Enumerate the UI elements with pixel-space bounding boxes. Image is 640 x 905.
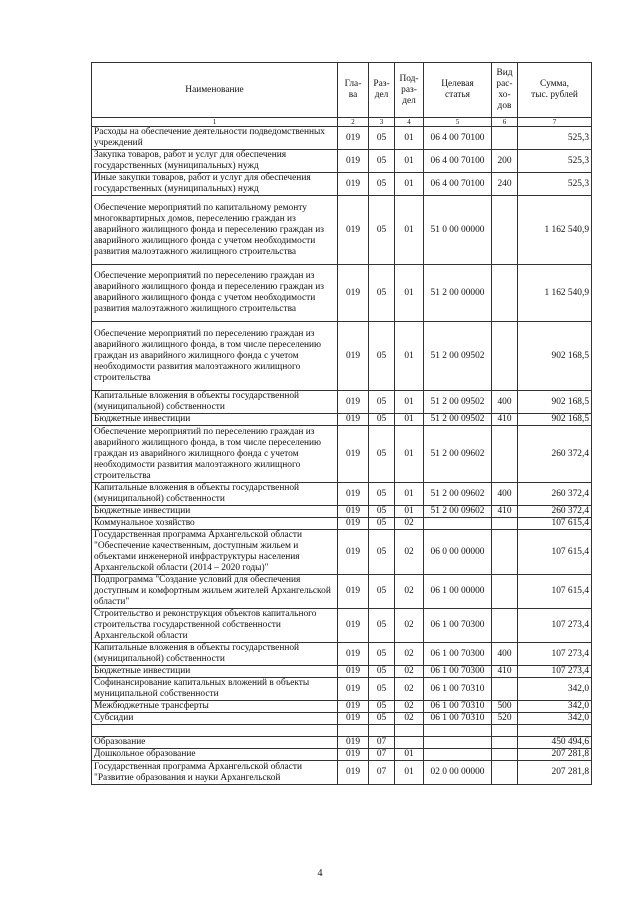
table-row — [92, 150, 592, 173]
row-name: Бюджетные инвестиции — [92, 666, 338, 678]
row-tselevaya — [424, 749, 492, 761]
table-row — [92, 127, 592, 150]
row-tselevaya: 06 1 00 70310 — [424, 713, 492, 725]
header-vid: Вид рас- хо- дов — [492, 63, 518, 118]
row-tselevaya: 06 1 00 70310 — [424, 678, 492, 701]
row-vid — [492, 265, 518, 322]
row-razdel: 07 — [369, 761, 395, 785]
row-podrazdel: 02 — [395, 530, 424, 575]
row-tselevaya: 06 4 00 70100 — [424, 173, 492, 196]
row-tselevaya: 51 2 00 09602 — [424, 506, 492, 518]
row-podrazdel: 02 — [395, 678, 424, 701]
row-glava: 019 — [338, 265, 369, 322]
row-podrazdel: 01 — [395, 322, 424, 391]
row-tselevaya: 51 2 00 00000 — [424, 265, 492, 322]
row-summa: 450 494,6 — [518, 737, 592, 749]
table-row — [92, 391, 592, 414]
row-glava — [338, 725, 369, 737]
row-glava: 019 — [338, 426, 369, 483]
table-row — [92, 725, 592, 737]
row-podrazdel: 01 — [395, 150, 424, 173]
row-summa: 525,3 — [518, 150, 592, 173]
column-number: 7 — [518, 118, 592, 127]
row-razdel: 05 — [369, 414, 395, 426]
row-glava: 019 — [338, 506, 369, 518]
table-row — [92, 173, 592, 196]
row-razdel: 05 — [369, 506, 395, 518]
row-razdel: 05 — [369, 150, 395, 173]
header-podrazdel: Под- раз- дел — [395, 63, 424, 118]
row-glava: 019 — [338, 127, 369, 150]
row-vid — [492, 737, 518, 749]
row-name: Закупка товаров, работ и услуг для обеспечения государственных (муниципальных) нужд — [92, 150, 338, 173]
row-glava: 019 — [338, 609, 369, 643]
row-name: Бюджетные инвестиции — [92, 506, 338, 518]
row-summa: 342,0 — [518, 678, 592, 701]
row-summa: 342,0 — [518, 713, 592, 725]
row-podrazdel — [395, 737, 424, 749]
row-name: Межбюджетные трансферты — [92, 701, 338, 713]
row-podrazdel: 01 — [395, 127, 424, 150]
row-vid — [492, 127, 518, 150]
row-summa: 902 168,5 — [518, 414, 592, 426]
row-summa: 1 162 540,9 — [518, 196, 592, 265]
row-summa: 260 372,4 — [518, 483, 592, 506]
row-razdel: 05 — [369, 713, 395, 725]
row-vid — [492, 530, 518, 575]
row-name: Подпрограмма "Создание условий для обеспечения доступным и комфортным жильем жителей Архангельской области" — [92, 575, 338, 609]
row-name: Коммунальное хозяйство — [92, 518, 338, 530]
row-glava: 019 — [338, 322, 369, 391]
row-podrazdel: 01 — [395, 265, 424, 322]
row-vid — [492, 518, 518, 530]
table-row — [92, 643, 592, 666]
row-vid — [492, 678, 518, 701]
row-summa: 107 273,4 — [518, 666, 592, 678]
row-razdel: 05 — [369, 196, 395, 265]
row-glava: 019 — [338, 749, 369, 761]
row-razdel: 05 — [369, 426, 395, 483]
row-tselevaya — [424, 737, 492, 749]
row-glava: 019 — [338, 643, 369, 666]
row-glava: 019 — [338, 530, 369, 575]
row-name: Обеспечение мероприятий по переселению граждан из аварийного жилищного фонда, в том числе переселению граждан из аварийного жилищного фонда с учетом необходимости развития малоэтажного жилищного строительства — [92, 426, 338, 483]
row-tselevaya: 06 4 00 70100 — [424, 150, 492, 173]
row-vid — [492, 609, 518, 643]
table-row — [92, 530, 592, 575]
row-tselevaya — [424, 518, 492, 530]
row-razdel: 05 — [369, 678, 395, 701]
page-number: 4 — [317, 868, 323, 879]
row-podrazdel: 02 — [395, 575, 424, 609]
row-vid: 400 — [492, 643, 518, 666]
row-summa: 902 168,5 — [518, 322, 592, 391]
row-glava: 019 — [338, 701, 369, 713]
row-glava: 019 — [338, 414, 369, 426]
column-number: 4 — [395, 118, 424, 127]
row-vid — [492, 749, 518, 761]
table-row — [92, 609, 592, 643]
row-tselevaya: 06 1 00 70300 — [424, 643, 492, 666]
row-summa: 260 372,4 — [518, 426, 592, 483]
header-razdel: Раз- дел — [369, 63, 395, 118]
row-tselevaya: 51 0 00 00000 — [424, 196, 492, 265]
row-vid: 400 — [492, 391, 518, 414]
row-razdel: 05 — [369, 518, 395, 530]
row-razdel: 05 — [369, 643, 395, 666]
budget-table — [91, 62, 592, 785]
row-podrazdel: 01 — [395, 506, 424, 518]
row-name: Расходы на обеспечение деятельности подведомственных учреждений — [92, 127, 338, 150]
row-summa — [518, 725, 592, 737]
row-summa: 207 281,8 — [518, 761, 592, 785]
row-podrazdel: 01 — [395, 173, 424, 196]
column-number: 5 — [424, 118, 492, 127]
row-tselevaya: 06 1 00 70300 — [424, 666, 492, 678]
row-glava: 019 — [338, 196, 369, 265]
row-glava: 019 — [338, 678, 369, 701]
row-name: Бюджетные инвестиции — [92, 414, 338, 426]
row-razdel: 05 — [369, 609, 395, 643]
row-name: Строительство и реконструкция объектов капитального строительства государственной собственности Архангельской области — [92, 609, 338, 643]
row-summa: 107 273,4 — [518, 609, 592, 643]
table-row — [92, 414, 592, 426]
row-vid — [492, 426, 518, 483]
row-name: Обеспечение мероприятий по переселению граждан из аварийного жилищного фонда и переселению граждан из аварийного жилищного фонда с учетом необходимости развития малоэтажного жилищного строительства — [92, 265, 338, 322]
table-row — [92, 265, 592, 322]
row-razdel: 05 — [369, 701, 395, 713]
row-glava: 019 — [338, 483, 369, 506]
row-vid — [492, 322, 518, 391]
table-row — [92, 666, 592, 678]
table-row — [92, 322, 592, 391]
row-vid — [492, 575, 518, 609]
row-vid — [492, 761, 518, 785]
row-glava: 019 — [338, 713, 369, 725]
row-razdel: 05 — [369, 483, 395, 506]
row-vid: 520 — [492, 713, 518, 725]
row-summa: 107 615,4 — [518, 518, 592, 530]
row-podrazdel: 01 — [395, 483, 424, 506]
row-razdel: 05 — [369, 575, 395, 609]
row-razdel: 05 — [369, 127, 395, 150]
table-row — [92, 426, 592, 483]
row-razdel: 07 — [369, 749, 395, 761]
row-razdel — [369, 725, 395, 737]
row-glava: 019 — [338, 150, 369, 173]
row-glava: 019 — [338, 173, 369, 196]
column-number: 2 — [338, 118, 369, 127]
row-summa: 107 615,4 — [518, 530, 592, 575]
column-numbers-row — [92, 118, 592, 127]
column-number: 3 — [369, 118, 395, 127]
row-vid: 200 — [492, 150, 518, 173]
row-name: Обеспечение мероприятий по капитальному ремонту многоквартирных домов, переселению граждан из аварийного жилищного фонда и переселению граждан из аварийного жилищного фонда с учетом необходимости развития малоэтажного жилищного строительства — [92, 196, 338, 265]
row-vid — [492, 725, 518, 737]
row-podrazdel — [395, 725, 424, 737]
row-glava: 019 — [338, 575, 369, 609]
row-name: Государственная программа Архангельской области "Обеспечение качественным, доступным жильем и объектами инженерной инфраструктуры населения Архангельской области (2014 – 2020 годы)" — [92, 530, 338, 575]
table-row — [92, 761, 592, 785]
row-vid: 410 — [492, 666, 518, 678]
row-podrazdel: 01 — [395, 761, 424, 785]
row-tselevaya: 06 1 00 70300 — [424, 609, 492, 643]
table-header-row — [92, 63, 592, 118]
row-vid — [492, 196, 518, 265]
row-summa: 342,0 — [518, 701, 592, 713]
header-tselevaya: Целевая статья — [424, 63, 492, 118]
row-name: Дошкольное образование — [92, 749, 338, 761]
row-name: Обеспечение мероприятий по переселению граждан из аварийного жилищного фонда, в том числе переселению граждан из аварийного жилищного фонда с учетом необходимости развития малоэтажного жилищного строительства — [92, 322, 338, 391]
row-tselevaya: 51 2 00 09502 — [424, 391, 492, 414]
row-razdel: 07 — [369, 737, 395, 749]
table-row — [92, 196, 592, 265]
row-podrazdel: 02 — [395, 713, 424, 725]
row-tselevaya — [424, 725, 492, 737]
row-podrazdel: 02 — [395, 643, 424, 666]
row-name — [92, 725, 338, 737]
row-podrazdel: 01 — [395, 414, 424, 426]
row-name: Капитальные вложения в объекты государственной (муниципальной) собственности — [92, 483, 338, 506]
row-tselevaya: 06 0 00 00000 — [424, 530, 492, 575]
table-row — [92, 483, 592, 506]
column-number: 6 — [492, 118, 518, 127]
row-summa: 525,3 — [518, 127, 592, 150]
row-tselevaya: 06 1 00 00000 — [424, 575, 492, 609]
row-name: Образование — [92, 737, 338, 749]
table-row — [92, 737, 592, 749]
header-name: Наименование — [92, 63, 338, 118]
row-tselevaya: 51 2 00 09602 — [424, 483, 492, 506]
row-vid: 410 — [492, 506, 518, 518]
column-number: 1 — [92, 118, 338, 127]
row-razdel: 05 — [369, 530, 395, 575]
row-summa: 902 168,5 — [518, 391, 592, 414]
row-razdel: 05 — [369, 173, 395, 196]
row-summa: 207 281,8 — [518, 749, 592, 761]
row-glava: 019 — [338, 391, 369, 414]
row-razdel: 05 — [369, 322, 395, 391]
row-vid: 500 — [492, 701, 518, 713]
table-row — [92, 701, 592, 713]
row-podrazdel: 02 — [395, 701, 424, 713]
row-glava: 019 — [338, 666, 369, 678]
table-row — [92, 506, 592, 518]
header-summa: Сумма, тыс. рублей — [518, 63, 592, 118]
row-tselevaya: 06 4 00 70100 — [424, 127, 492, 150]
row-name: Субсидии — [92, 713, 338, 725]
row-razdel: 05 — [369, 265, 395, 322]
row-podrazdel: 02 — [395, 609, 424, 643]
row-name: Капитальные вложения в объекты государственной (муниципальной) собственности — [92, 391, 338, 414]
row-podrazdel: 02 — [395, 518, 424, 530]
row-tselevaya: 51 2 00 09502 — [424, 322, 492, 391]
table-row — [92, 518, 592, 530]
row-glava: 019 — [338, 518, 369, 530]
row-summa: 525,3 — [518, 173, 592, 196]
header-glava: Гла- ва — [338, 63, 369, 118]
row-name: Государственная программа Архангельской области "Развитие образования и науки Архангельской — [92, 761, 338, 785]
row-razdel: 05 — [369, 666, 395, 678]
row-vid: 240 — [492, 173, 518, 196]
row-glava: 019 — [338, 737, 369, 749]
row-tselevaya: 02 0 00 00000 — [424, 761, 492, 785]
row-summa: 107 615,4 — [518, 575, 592, 609]
table-row — [92, 749, 592, 761]
row-name: Капитальные вложения в объекты государственной (муниципальной) собственности — [92, 643, 338, 666]
row-podrazdel: 01 — [395, 749, 424, 761]
row-summa: 260 372,4 — [518, 506, 592, 518]
row-name: Софинансирование капитальных вложений в объекты муниципальной собственности — [92, 678, 338, 701]
row-tselevaya: 06 1 00 70310 — [424, 701, 492, 713]
row-podrazdel: 02 — [395, 666, 424, 678]
row-vid: 400 — [492, 483, 518, 506]
table-row — [92, 713, 592, 725]
row-summa: 1 162 540,9 — [518, 265, 592, 322]
row-summa: 107 273,4 — [518, 643, 592, 666]
row-podrazdel: 01 — [395, 196, 424, 265]
row-tselevaya: 51 2 00 09602 — [424, 426, 492, 483]
row-tselevaya: 51 2 00 09502 — [424, 414, 492, 426]
table-row — [92, 678, 592, 701]
table-row — [92, 575, 592, 609]
row-razdel: 05 — [369, 391, 395, 414]
row-vid: 410 — [492, 414, 518, 426]
row-glava: 019 — [338, 761, 369, 785]
row-podrazdel: 01 — [395, 426, 424, 483]
row-name: Иные закупки товаров, работ и услуг для обеспечения государственных (муниципальных) нужд — [92, 173, 338, 196]
row-podrazdel: 01 — [395, 391, 424, 414]
